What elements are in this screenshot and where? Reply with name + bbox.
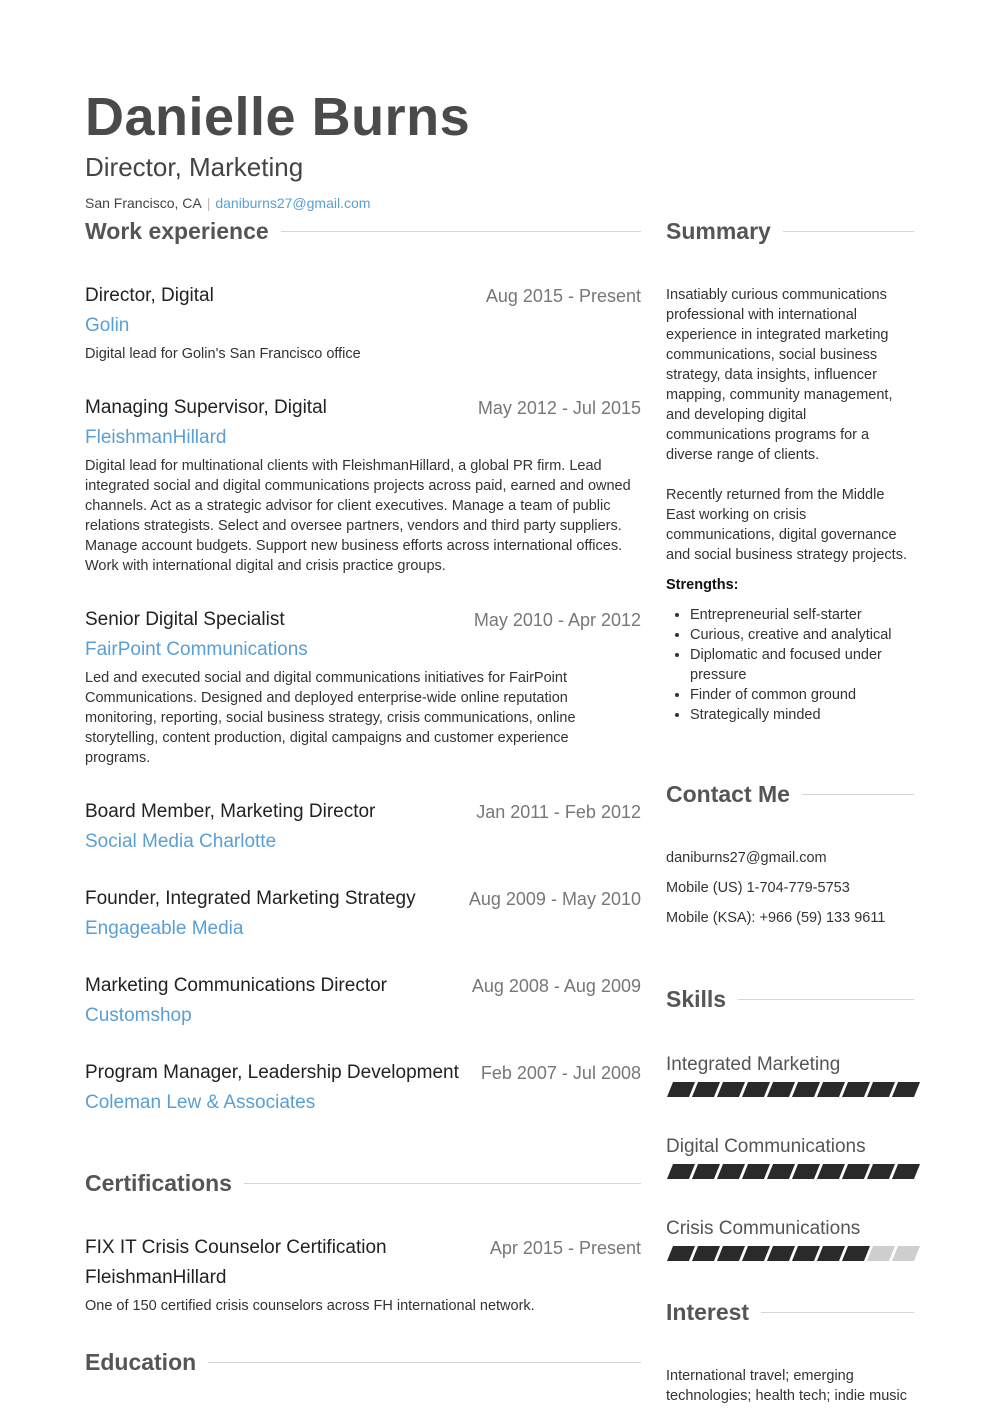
- skill-segment-filled: [867, 1164, 895, 1179]
- contact-email-link[interactable]: daniburns27@gmail.com: [666, 850, 827, 866]
- section-title: Contact Me: [666, 781, 790, 807]
- list-item: • Entrepreneurial self-starter: [690, 605, 914, 625]
- interest-text: International travel; emerging technologies; health tech; indie music: [666, 1368, 908, 1404]
- entry-date: May 2012 - Jul 2015: [477, 398, 641, 418]
- candidate-title: Director, Marketing: [85, 152, 304, 182]
- section-title: Skills: [666, 986, 727, 1012]
- skill-segment-filled: [692, 1164, 720, 1179]
- summary-paragraph: Recently returned from the Middle East working on crisis communications, digital governance and social business strategy projects.: [666, 487, 907, 563]
- header-contact-line: [85, 195, 370, 211]
- separator: |: [206, 195, 211, 211]
- entry-description: One of 150 certified crisis counselors across FH international network.: [85, 1298, 535, 1314]
- skill-level-bar: [670, 1246, 917, 1261]
- entry-date: Feb 2007 - Jul 2008: [480, 1063, 641, 1083]
- skill-segment-filled: [742, 1082, 770, 1097]
- divider: [802, 794, 914, 795]
- entry-org-link[interactable]: Customshop: [85, 1005, 192, 1026]
- section-title: Summary: [666, 218, 771, 244]
- skill-segment-filled: [667, 1246, 695, 1261]
- section-title: Interest: [666, 1299, 750, 1325]
- list-item: • Finder of common ground: [690, 685, 914, 705]
- summary-paragraph: Insatiably curious communications professional with international experience in integrated marketing communications, social business strategy, data insights, influencer mapping, community management, and developing digital communications programs for a diverse range of clients.: [666, 287, 893, 463]
- skill-level-bar: [670, 1164, 917, 1179]
- divider: [281, 231, 641, 232]
- entry-org: FleishmanHillard: [85, 1267, 227, 1288]
- skill-segment-filled: [792, 1082, 820, 1097]
- entry-date: Aug 2009 - May 2010: [468, 889, 641, 909]
- contact-phone-us: Mobile (US) 1-704-779-5753: [666, 880, 850, 896]
- entry-date: Jan 2011 - Feb 2012: [476, 802, 641, 822]
- skill-segment-filled: [717, 1082, 745, 1097]
- entry-org-link[interactable]: Social Media Charlotte: [85, 831, 277, 852]
- entry-org-link[interactable]: FairPoint Communications: [85, 639, 308, 660]
- skill-segment-empty: [867, 1246, 895, 1261]
- interest-heading: [666, 1299, 914, 1326]
- skill-segment-filled: [842, 1164, 870, 1179]
- skill-segment-filled: [767, 1246, 795, 1261]
- skill-segment-filled: [667, 1082, 695, 1097]
- work-experience-heading: [85, 218, 641, 245]
- entry-title: Marketing Communications Director: [85, 975, 387, 996]
- skill-segment-filled: [817, 1164, 845, 1179]
- entry-title: Managing Supervisor, Digital: [85, 397, 327, 418]
- skill-segment-filled: [767, 1164, 795, 1179]
- skill-segment-filled: [717, 1164, 745, 1179]
- header-email-link[interactable]: daniburns27@gmail.com: [215, 195, 371, 211]
- divider: [738, 999, 914, 1000]
- entry-title: Founder, Integrated Marketing Strategy: [85, 888, 416, 909]
- skill-segment-filled: [717, 1246, 745, 1261]
- skill-segment-filled: [792, 1164, 820, 1179]
- skill-segment-filled: [867, 1082, 895, 1097]
- skill-segment-filled: [792, 1246, 820, 1261]
- entry-title: Program Manager, Leadership Development: [85, 1062, 459, 1083]
- contact-phone-ksa: Mobile (KSA): +966 (59) 133 9611: [666, 910, 886, 926]
- skill-level-bar: [670, 1082, 917, 1097]
- entry-title: Board Member, Marketing Director: [85, 801, 376, 822]
- list-item: • Strategically minded: [690, 705, 914, 725]
- entry-description: Digital lead for Golin's San Francisco office: [85, 346, 361, 362]
- entry-date: Apr 2015 - Present: [489, 1238, 641, 1258]
- section-title: Work experience: [85, 218, 269, 244]
- skill-name: Crisis Communications: [666, 1218, 861, 1239]
- strengths-label: Strengths:: [666, 577, 739, 593]
- section-title: Education: [85, 1349, 197, 1375]
- entry-org-link[interactable]: FleishmanHillard: [85, 427, 227, 448]
- divider: [244, 1183, 641, 1184]
- skill-segment-filled: [817, 1082, 845, 1097]
- entry-title: FIX IT Crisis Counselor Certification: [85, 1237, 387, 1258]
- entry-org-link[interactable]: Golin: [85, 315, 130, 336]
- skill-segment-filled: [892, 1164, 920, 1179]
- entry-date: Aug 2008 - Aug 2009: [471, 976, 641, 996]
- skill-segment-empty: [892, 1246, 920, 1261]
- entry-org-link[interactable]: Engageable Media: [85, 918, 244, 939]
- skill-segment-filled: [692, 1246, 720, 1261]
- divider: [761, 1312, 914, 1313]
- divider: [783, 231, 914, 232]
- entry-title: Senior Digital Specialist: [85, 609, 285, 630]
- skill-segment-filled: [817, 1246, 845, 1261]
- entry-date: May 2010 - Apr 2012: [473, 610, 641, 630]
- skill-segment-filled: [842, 1082, 870, 1097]
- skill-segment-filled: [692, 1082, 720, 1097]
- entry-description: Digital lead for multinational clients with FleishmanHillard, a global PR firm. Lead integrated social and digital communications projects across paid, earned and owned channels. Act as a strategic advisor for client executives. Manage a team of public relations strategists. Select and oversee partners, vendors and third party suppliers. Manage account budgets. Support new business efforts across international offices. Work with international digital and crisis practice groups.: [85, 458, 631, 574]
- summary-heading: [666, 218, 914, 245]
- skills-heading: [666, 986, 914, 1013]
- strengths-list: [666, 605, 914, 725]
- entry-description: Led and executed social and digital communications initiatives for FairPoint Communications. Designed and deployed enterprise-wide online reputation monitoring, reporting, social business strategy, crisis communications, online storytelling, content production, digital campaigns and customer experience programs.: [85, 670, 576, 766]
- list-item: • Curious, creative and analytical: [690, 625, 914, 645]
- skill-segment-filled: [842, 1246, 870, 1261]
- skill-name: Digital Communications: [666, 1136, 866, 1157]
- entry-title: Director, Digital: [85, 285, 214, 306]
- skill-segment-filled: [742, 1246, 770, 1261]
- entry-date: Aug 2015 - Present: [485, 286, 641, 306]
- skill-segment-filled: [892, 1082, 920, 1097]
- section-title: Certifications: [85, 1170, 232, 1196]
- education-heading: [85, 1349, 641, 1376]
- contact-heading: [666, 781, 914, 808]
- list-item: • Diplomatic and focused under pressure: [690, 645, 914, 685]
- location-text: San Francisco, CA: [85, 195, 202, 211]
- entry-org-link[interactable]: Coleman Lew & Associates: [85, 1092, 316, 1113]
- skill-segment-filled: [767, 1082, 795, 1097]
- certifications-heading: [85, 1170, 641, 1197]
- divider: [208, 1362, 641, 1363]
- skill-segment-filled: [667, 1164, 695, 1179]
- candidate-name: Danielle Burns: [85, 87, 471, 147]
- skill-segment-filled: [742, 1164, 770, 1179]
- skill-name: Integrated Marketing: [666, 1054, 841, 1075]
